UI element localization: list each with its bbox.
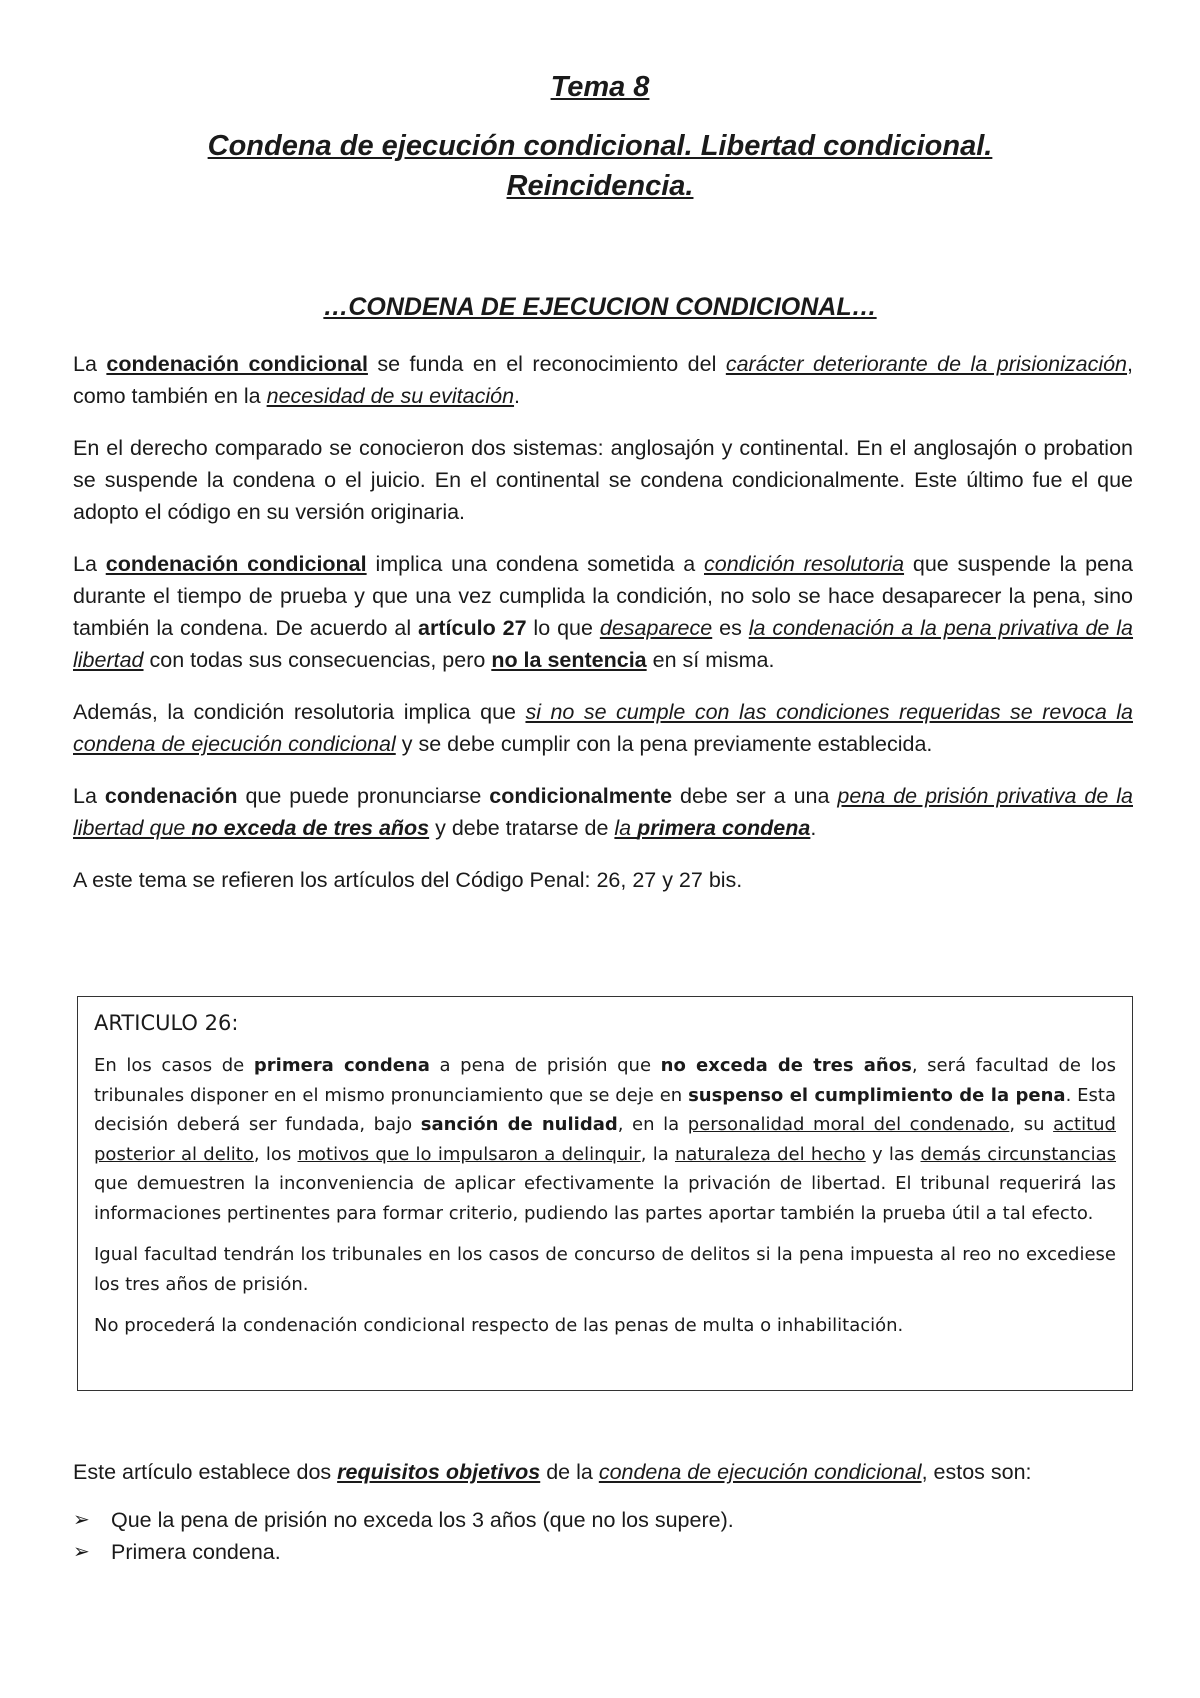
emphasis-span: condena de ejecución condicional xyxy=(598,1460,922,1484)
emphasis-span: no exceda de tres años xyxy=(191,816,430,840)
paragraph-3 xyxy=(73,548,1133,676)
text-span: que puede pronunciarse xyxy=(237,784,490,808)
arrowhead-bullet-icon: ➢ xyxy=(73,1541,90,1563)
emphasis-span: actitud posterior al delito xyxy=(94,1114,1116,1165)
arrowhead-bullet-icon: ➢ xyxy=(73,1509,90,1531)
title-block xyxy=(0,70,1200,206)
text-span: En los casos de xyxy=(94,1055,254,1076)
paragraph-2: En el derecho comparado se conocieron dos sistemas: anglosajón y continental. En el anglosajón o probation se suspende la condena o el juicio. En el continental se condena condicionalmente. Este último fue el que adopto el código en su versión originaria. xyxy=(73,436,1133,524)
article-paragraph-2: Igual facultad tendrán los tribunales en los casos de concurso de delitos si la pena impuesta al reo no excediese los tres años de prisión. xyxy=(94,1244,1116,1295)
text-span: debe ser a una xyxy=(672,784,838,808)
emphasis-span: sanción de nulidad xyxy=(420,1114,618,1135)
emphasis-span: primera condena xyxy=(637,816,811,840)
emphasis-span: la condenación a la pena privativa de la libertad xyxy=(73,616,1134,672)
text-span: , como también en la xyxy=(73,352,1133,408)
text-span: . xyxy=(810,816,817,840)
text-span: , en la xyxy=(617,1114,688,1135)
emphasis-span: necesidad de su evitación xyxy=(266,384,515,408)
emphasis-span: naturaleza del hecho xyxy=(674,1143,866,1165)
list-item-text: Que la pena de prisión no exceda los 3 años (que no los supere). xyxy=(111,1508,734,1532)
paragraph-6: A este tema se refieren los artículos del Código Penal: 26, 27 y 27 bis. xyxy=(73,868,743,892)
list-item-text: Primera condena. xyxy=(111,1540,281,1564)
text-span: que suspende la pena durante el tiempo de prueba y que una vez cumplida la condición, no solo se hace desaparecer la pena, sino también la condena. De acuerdo al xyxy=(73,552,1133,640)
text-span: , los xyxy=(253,1143,298,1165)
emphasis-span: artículo 27 xyxy=(418,616,527,640)
article-paragraph-3: No procederá la condenación condicional respecto de las penas de multa o inhabilitación. xyxy=(94,1315,904,1336)
text-span: de la xyxy=(540,1460,599,1484)
subtitle-line-1: Condena de ejecución condicional. Libertad condicional. xyxy=(207,130,993,162)
text-span: implica una condena sometida a xyxy=(366,552,704,576)
emphasis-span: requisitos objetivos xyxy=(337,1460,541,1484)
requirements-intro xyxy=(73,1456,1133,1488)
requirements-section xyxy=(73,1456,1133,1568)
emphasis-span: si no se cumple con las condiciones requeridas se revoca la condena de ejecución condicional xyxy=(73,700,1133,756)
text-span: que demuestren la inconveniencia de aplicar efectivamente la privación de libertad. El tribunal requerirá las informaciones pertinentes para formar criterio, pudiendo las partes aportar también la prueba útil a tal efecto. xyxy=(94,1173,1116,1224)
text-span: en sí misma. xyxy=(646,648,775,672)
emphasis-span: desaparece xyxy=(599,616,713,640)
emphasis-span: demás circunstancias xyxy=(920,1143,1117,1165)
text-span: La xyxy=(73,784,105,808)
paragraph-1 xyxy=(73,348,1133,412)
subtitle-line-2: Reincidencia. xyxy=(506,170,694,202)
emphasis-span: primera condena xyxy=(253,1055,430,1076)
emphasis-span: motivos que lo impulsaron a delinquir xyxy=(297,1143,641,1165)
emphasis-span: personalidad moral del condenado xyxy=(687,1114,1010,1135)
text-span: , será facultad de los tribunales disponer en el mismo pronunciamiento que se deje en xyxy=(94,1055,1117,1106)
text-span: . xyxy=(514,384,521,408)
text-span: es xyxy=(712,616,749,640)
article-26-box xyxy=(77,996,1133,1391)
text-span: se funda en el reconocimiento del xyxy=(367,352,726,376)
text-span: La xyxy=(73,352,107,376)
emphasis-span: no exceda de tres años xyxy=(660,1055,912,1076)
text-span: Además, la condición resolutoria implica que xyxy=(73,700,526,724)
section-heading: …CONDENA DE EJECUCION CONDICIONAL… xyxy=(323,293,877,321)
emphasis-span: condenación condicional xyxy=(105,552,367,576)
text-span: y las xyxy=(865,1143,921,1165)
page-subtitle xyxy=(0,126,1200,206)
emphasis-span: condición resolutoria xyxy=(704,552,905,576)
emphasis-span: condenación condicional xyxy=(106,352,368,376)
emphasis-span: suspenso el cumplimiento de la pena xyxy=(688,1084,1066,1106)
emphasis-span: no la sentencia xyxy=(491,648,647,672)
text-span: La xyxy=(73,552,106,576)
emphasis-span: la xyxy=(614,816,638,840)
text-span: a pena de prisión que xyxy=(429,1055,661,1076)
emphasis-span: condenación xyxy=(104,784,238,808)
paragraph-5 xyxy=(73,780,1133,844)
list-item xyxy=(73,1536,1133,1568)
text-span: , la xyxy=(640,1143,675,1165)
text-span: , su xyxy=(1009,1114,1054,1135)
page-title: Tema 8 xyxy=(550,71,650,103)
text-span: Este artículo establece dos xyxy=(73,1460,338,1484)
article-heading: ARTICULO 26: xyxy=(94,1011,239,1035)
paragraph-4 xyxy=(73,696,1133,760)
emphasis-span: condicionalmente xyxy=(489,784,673,808)
text-span: y debe tratarse de xyxy=(429,816,615,840)
list-item xyxy=(73,1504,1133,1536)
text-span: . Esta decisión deberá ser fundada, bajo xyxy=(94,1084,1116,1135)
text-span: lo que xyxy=(526,616,600,640)
requirements-list xyxy=(73,1504,1133,1568)
emphasis-span: carácter deteriorante de la prisionización xyxy=(725,352,1128,376)
text-span: , estos son: xyxy=(921,1460,1032,1484)
text-span: y se debe cumplir con la pena previamente establecida. xyxy=(395,732,933,756)
text-span: con todas sus consecuencias, pero xyxy=(143,648,492,672)
article-paragraph-1 xyxy=(94,1051,1116,1228)
emphasis-span: pena de prisión privativa de la libertad que xyxy=(73,784,1133,840)
body-text xyxy=(73,348,1133,916)
